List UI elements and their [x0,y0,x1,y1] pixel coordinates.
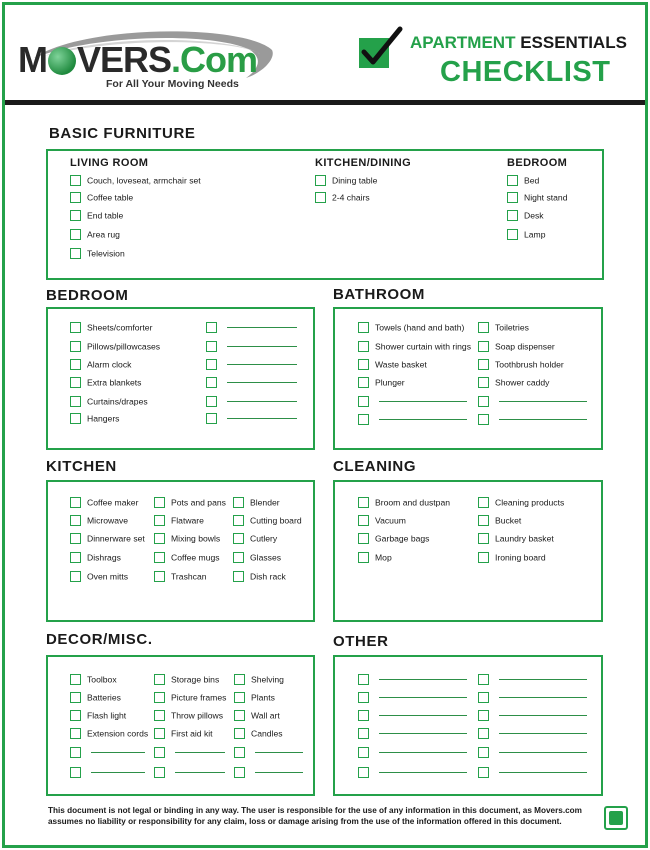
checkbox[interactable] [206,341,217,352]
checkbox[interactable] [233,571,244,582]
item-label: Garbage bags [375,533,430,544]
checkbox[interactable] [234,674,245,685]
checkbox[interactable] [358,322,369,333]
list-item[interactable] [358,496,450,510]
item-label: Mixing bowls [171,533,221,544]
list-item[interactable] [233,532,277,546]
checkbox[interactable] [70,229,81,240]
checkbox[interactable] [478,710,489,721]
title-word-apartment: APARTMENT [410,33,516,52]
blank-item[interactable] [206,412,297,426]
item-label: Night stand [524,192,568,203]
corner-badge-icon [604,806,628,830]
checkbox[interactable] [358,359,369,370]
write-in-line[interactable] [379,679,467,680]
write-in-line[interactable] [227,327,297,328]
checkbox[interactable] [234,767,245,778]
blank-item[interactable] [70,766,145,780]
checkbox[interactable] [70,571,81,582]
checkbox[interactable] [70,322,81,333]
write-in-line[interactable] [91,772,145,773]
write-in-line[interactable] [499,697,587,698]
write-in-line[interactable] [379,697,467,698]
logo-tagline: For All Your Moving Needs [106,78,239,90]
logo-part-m: M [18,39,47,80]
heading-kitchen-dining: KITCHEN/DINING [315,157,412,169]
item-label: Dinnerware set [87,533,145,544]
checkbox[interactable] [478,747,489,758]
checkbox[interactable] [70,497,81,508]
badge-inner-icon [609,811,623,825]
item-label: Picture frames [171,692,227,703]
item-label: First aid kit [171,728,213,739]
checkbox[interactable] [154,747,165,758]
list-item[interactable] [70,673,117,687]
section-title-bedroom: BEDROOM [46,287,129,304]
checkbox[interactable] [478,533,489,544]
checkbox[interactable] [478,377,489,388]
write-in-line[interactable] [499,715,587,716]
item-label: Bed [524,175,540,186]
item-label: Shower curtain with rings [375,341,472,352]
checkbox[interactable] [358,552,369,563]
title-apartment-essentials [410,33,627,53]
checkbox[interactable] [154,497,165,508]
checkbox[interactable] [154,515,165,526]
item-label: Flash light [87,710,127,721]
list-item[interactable] [154,691,226,705]
checkbox[interactable] [478,359,489,370]
list-item[interactable] [70,514,128,528]
item-label: Curtains/drapes [87,396,148,407]
checkbox[interactable] [478,552,489,563]
blank-item[interactable] [206,395,297,409]
checkbox[interactable] [70,359,81,370]
write-in-line[interactable] [499,401,587,402]
blank-item[interactable] [478,709,587,723]
checkbox[interactable] [358,692,369,703]
title-word-essentials: ESSENTIALS [520,33,627,52]
write-in-line[interactable] [227,382,297,383]
blank-item[interactable] [478,413,587,427]
checkbox[interactable] [358,767,369,778]
item-label: Broom and dustpan [375,497,451,508]
checkbox[interactable] [233,515,244,526]
checkbox[interactable] [478,674,489,685]
list-item[interactable] [478,551,546,565]
checkbox[interactable] [478,497,489,508]
write-in-line[interactable] [379,401,467,402]
item-label: Throw pillows [171,710,224,721]
write-in-line[interactable] [499,772,587,773]
list-item[interactable] [154,514,204,528]
checkbox[interactable] [233,533,244,544]
checkbox[interactable] [70,175,81,186]
checkbox[interactable] [358,747,369,758]
write-in-line[interactable] [499,679,587,680]
item-label: Shower caddy [495,377,550,388]
item-label: Dish rack [250,571,286,582]
list-item[interactable] [234,673,284,687]
item-label: Alarm clock [87,359,132,370]
write-in-line[interactable] [499,752,587,753]
item-label: Plunger [375,377,405,388]
checkbox[interactable] [154,710,165,721]
list-item[interactable] [154,709,223,723]
item-label: Desk [524,210,544,221]
list-item[interactable] [70,174,201,188]
title-checklist: CHECKLIST [440,56,611,88]
list-item[interactable] [70,228,120,242]
checkbox[interactable] [70,710,81,721]
list-item[interactable] [478,496,564,510]
checkbox[interactable] [358,414,369,425]
item-label: Toolbox [87,674,117,685]
list-item[interactable] [70,358,131,372]
blank-item[interactable] [70,746,145,760]
list-item[interactable] [358,321,464,335]
checkbox[interactable] [478,322,489,333]
list-item[interactable] [154,570,207,584]
blank-item[interactable] [358,673,467,687]
list-item[interactable] [507,209,544,223]
list-item[interactable] [70,709,126,723]
checkbox[interactable] [358,674,369,685]
blank-item[interactable] [478,746,587,760]
logo-part-vers: VERS [77,39,172,80]
checkbox[interactable] [315,175,326,186]
checkbox[interactable] [358,396,369,407]
item-label: Coffee table [87,192,134,203]
list-item[interactable] [234,709,280,723]
item-label: 2-4 chairs [332,192,370,203]
write-in-line[interactable] [379,715,467,716]
blank-item[interactable] [206,340,297,354]
checkmark-box-icon [358,26,404,72]
checkbox[interactable] [233,552,244,563]
checkbox[interactable] [70,413,81,424]
list-item[interactable] [233,570,286,584]
checkbox[interactable] [234,728,245,739]
write-in-line[interactable] [379,733,467,734]
item-label: Hangers [87,413,120,424]
blank-item[interactable] [478,673,587,687]
checkbox[interactable] [206,413,217,424]
logo-part-com: .Com [171,39,258,80]
list-item[interactable] [234,727,283,741]
item-label: Pots and pans [171,497,226,508]
list-item[interactable] [70,532,145,546]
item-label: Couch, loveseat, armchair set [87,175,201,186]
blank-item[interactable] [206,321,297,335]
item-label: Dishrags [87,552,121,563]
write-in-line[interactable] [255,772,303,773]
checkbox[interactable] [70,692,81,703]
item-label: Bucket [495,515,522,526]
checkbox[interactable] [70,341,81,352]
write-in-line[interactable] [499,733,587,734]
checkbox[interactable] [70,747,81,758]
item-label: Vacuum [375,515,406,526]
heading-bedroom-furniture: BEDROOM [507,157,568,169]
checkbox[interactable] [315,192,326,203]
item-label: Storage bins [171,674,220,685]
checkbox[interactable] [358,515,369,526]
blank-item[interactable] [358,727,467,741]
list-item[interactable] [70,321,152,335]
item-label: Glasses [250,552,282,563]
checkbox[interactable] [70,728,81,739]
list-item[interactable] [507,174,539,188]
item-label: Blender [250,497,280,508]
list-item[interactable] [154,532,220,546]
item-label: Television [87,248,125,259]
list-item[interactable] [358,514,406,528]
blank-item[interactable] [206,358,297,372]
list-item[interactable] [478,340,555,354]
section-title-kitchen: KITCHEN [46,458,117,475]
item-label: Trashcan [171,571,207,582]
list-item[interactable] [315,174,377,188]
checkbox[interactable] [206,396,217,407]
checkbox[interactable] [507,175,518,186]
item-label: Sheets/comforter [87,322,153,333]
item-label: Cutlery [250,533,278,544]
blank-item[interactable] [358,766,467,780]
checkbox[interactable] [154,571,165,582]
blank-item[interactable] [358,413,467,427]
checkbox[interactable] [358,341,369,352]
checkbox[interactable] [70,192,81,203]
checkbox[interactable] [507,229,518,240]
list-item[interactable] [233,496,280,510]
checkbox[interactable] [478,767,489,778]
list-item[interactable] [358,358,427,372]
checkbox[interactable] [358,497,369,508]
checkbox[interactable] [358,533,369,544]
list-item[interactable] [70,496,138,510]
item-label: End table [87,210,124,221]
blank-item[interactable] [478,691,587,705]
checkbox[interactable] [70,210,81,221]
list-item[interactable] [70,551,121,565]
item-label: Plants [251,692,275,703]
list-item[interactable] [233,551,281,565]
checkbox[interactable] [507,210,518,221]
item-label: Coffee maker [87,497,139,508]
checkbox[interactable] [478,515,489,526]
footer-disclaimer: This document is not legal or binding in any way. The user is responsible for the use of any information in this document, as Movers.com assumes no liability or responsibility for any claim, loss or damage arising from the use of the information offered in this document. [48,806,582,826]
list-item[interactable] [233,514,302,528]
blank-item[interactable] [478,727,587,741]
checkbox[interactable] [154,767,165,778]
section-title-bathroom: BATHROOM [333,286,426,303]
list-item[interactable] [70,412,119,426]
blank-item[interactable] [234,746,303,760]
item-label: Extension cords [87,728,149,739]
list-item[interactable] [358,376,405,390]
checkbox[interactable] [358,377,369,388]
checkbox[interactable] [154,692,165,703]
item-label: Wall art [251,710,280,721]
item-label: Shelving [251,674,284,685]
write-in-line[interactable] [227,401,297,402]
write-in-line[interactable] [227,364,297,365]
checkbox[interactable] [478,728,489,739]
item-label: Oven mitts [87,571,129,582]
write-in-line[interactable] [255,752,303,753]
write-in-line[interactable] [175,752,225,753]
checkbox[interactable] [478,414,489,425]
blank-item[interactable] [234,766,303,780]
list-item[interactable] [478,514,521,528]
checkbox[interactable] [70,533,81,544]
list-item[interactable] [70,247,125,261]
checkbox[interactable] [70,396,81,407]
list-item[interactable] [507,228,546,242]
checkbox[interactable] [70,377,81,388]
write-in-line[interactable] [227,346,297,347]
item-label: Waste basket [375,359,427,370]
checkbox[interactable] [70,552,81,563]
checkbox[interactable] [234,692,245,703]
item-label: Cleaning products [495,497,565,508]
header-rule [5,100,645,105]
list-item[interactable] [154,496,226,510]
checkbox[interactable] [233,497,244,508]
list-item[interactable] [70,570,128,584]
blank-item[interactable] [358,395,467,409]
section-title-other: OTHER [333,633,389,650]
list-item[interactable] [70,191,133,205]
list-item[interactable] [70,691,121,705]
item-label: Cutting board [250,515,302,526]
checkbox[interactable] [507,192,518,203]
checkbox[interactable] [358,728,369,739]
checkbox[interactable] [478,396,489,407]
blank-item[interactable] [478,395,587,409]
checkbox[interactable] [154,552,165,563]
checkbox[interactable] [478,341,489,352]
item-label: Laundry basket [495,533,554,544]
list-item[interactable] [315,191,370,205]
item-label: Toothbrush holder [495,359,564,370]
item-label: Pillows/pillowcases [87,341,161,352]
item-label: Area rug [87,229,120,240]
section-title-decor-misc: DECOR/MISC. [46,631,153,648]
list-item[interactable] [478,358,564,372]
item-label: Toiletries [495,322,529,333]
write-in-line[interactable] [91,752,145,753]
list-item[interactable] [507,191,567,205]
checkbox[interactable] [206,359,217,370]
list-item[interactable] [70,340,160,354]
blank-item[interactable] [358,746,467,760]
list-item[interactable] [478,376,549,390]
item-label: Extra blankets [87,377,142,388]
heading-living-room: LIVING ROOM [70,157,149,169]
checkbox[interactable] [358,710,369,721]
list-item[interactable] [358,340,471,354]
checkbox[interactable] [154,533,165,544]
write-in-line[interactable] [227,418,297,419]
checkbox[interactable] [154,674,165,685]
item-label: Microwave [87,515,129,526]
checkbox[interactable] [70,767,81,778]
write-in-line[interactable] [175,772,225,773]
item-label: Towels (hand and bath) [375,322,465,333]
write-in-line[interactable] [379,752,467,753]
item-label: Dining table [332,175,378,186]
blank-item[interactable] [206,376,297,390]
list-item[interactable] [478,532,554,546]
write-in-line[interactable] [379,419,467,420]
item-label: Lamp [524,229,546,240]
list-item[interactable] [234,691,275,705]
checkbox[interactable] [478,692,489,703]
list-item[interactable] [154,673,219,687]
checkbox[interactable] [154,728,165,739]
checkbox[interactable] [206,377,217,388]
blank-item[interactable] [358,691,467,705]
movers-logo [14,28,276,92]
section-title-basic-furniture: BASIC FURNITURE [49,125,196,142]
checkbox[interactable] [206,322,217,333]
write-in-line[interactable] [379,772,467,773]
blank-item[interactable] [478,766,587,780]
blank-item[interactable] [154,766,225,780]
globe-icon [48,47,76,75]
item-label: Flatware [171,515,204,526]
list-item[interactable] [358,551,392,565]
item-label: Candles [251,728,283,739]
list-item[interactable] [70,209,123,223]
item-label: Soap dispenser [495,341,555,352]
list-item[interactable] [154,727,213,741]
logo-wordmark [18,39,258,80]
item-label: Coffee mugs [171,552,220,563]
blank-item[interactable] [358,709,467,723]
list-item[interactable] [154,551,220,565]
item-label: Ironing board [495,552,546,563]
checkbox[interactable] [70,248,81,259]
checkbox[interactable] [70,515,81,526]
checkbox[interactable] [70,674,81,685]
blank-item[interactable] [154,746,225,760]
list-item[interactable] [70,376,141,390]
list-item[interactable] [70,727,148,741]
checkbox[interactable] [234,747,245,758]
checkbox[interactable] [234,710,245,721]
item-label: Mop [375,552,392,563]
list-item[interactable] [70,395,148,409]
write-in-line[interactable] [499,419,587,420]
list-item[interactable] [478,321,529,335]
list-item[interactable] [358,532,429,546]
section-title-cleaning: CLEANING [333,458,417,475]
item-label: Batteries [87,692,121,703]
